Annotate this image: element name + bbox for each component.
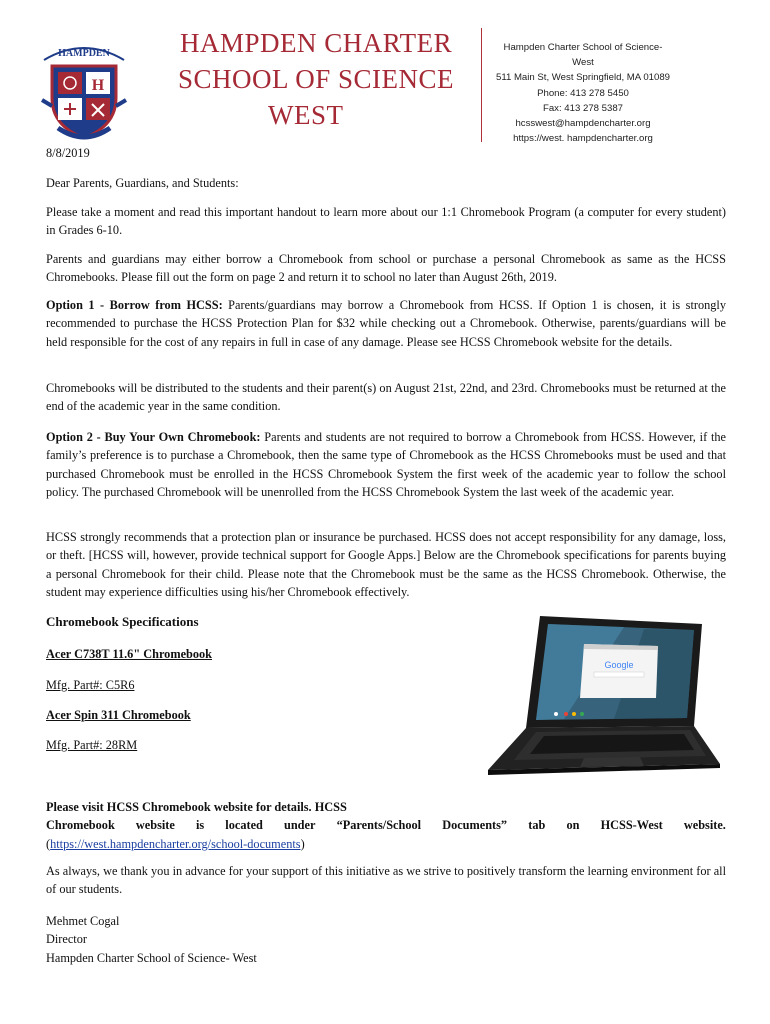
visit-word: tab xyxy=(528,818,546,833)
school-title-line-1: HAMPDEN CHARTER xyxy=(180,28,453,58)
visit-word: website xyxy=(135,818,175,833)
option-2-label: Option 2 - Buy Your Own Chromebook: xyxy=(46,430,261,444)
paragraph-distribution: Chromebooks will be distributed to the students and their parent(s) on August 21st, 22nd, and 23rd. Chromebooks must be returned at the end of the academic year in the same condition. xyxy=(46,381,726,414)
open-paren: ( xyxy=(46,836,51,851)
paragraph-protection: HCSS strongly recommends that a protection plan or insurance be purchased. HCSS does not accept responsibility for any damage, loss, or theft. [HCSS will, however, provide technical support for Google Apps.] Below are the Chromebook specifications for parents buying a personal Chromebook for their child. Please note that the Chromebook must be the same as the HCSS Chromebook. Otherwise, the student may experience difficulties using his/her Chromebook effectively. xyxy=(46,530,726,600)
visit-line-3 xyxy=(46,835,726,853)
paragraph-option-2 xyxy=(46,428,726,502)
visit-word: is xyxy=(195,818,205,833)
svg-text:H: H xyxy=(91,77,105,94)
contact-block xyxy=(483,40,683,146)
paragraph-options: Parents and guardians may either borrow a Chromebook from school or purchase a personal Chromebook as same as the HCSS Chromebooks. Please fill out the form on page 2 and return it to school no later than August 26th, 2019. xyxy=(46,252,726,285)
school-documents-link[interactable]: https://west.hampdencharter.org/school-documents xyxy=(50,836,301,851)
signer-role: Director xyxy=(46,932,87,947)
spec-model-1: Acer C738T 11.6" Chromebook xyxy=(46,647,213,661)
visit-block xyxy=(46,798,726,853)
spec-model-2: Acer Spin 311 Chromebook xyxy=(46,708,191,722)
contact-email[interactable]: hcsswest@hampdencharter.org xyxy=(515,118,651,130)
paragraph-intro: Please take a moment and read this important handout to learn more about our 1:1 Chromebook Program (a computer for every student) in Grades 6-10. xyxy=(46,205,726,238)
contact-address: 511 Main St, West Springfield, MA 01089 xyxy=(495,72,671,84)
visit-line-2 xyxy=(46,816,726,834)
visit-word: under xyxy=(284,818,316,833)
letter-date: 8/8/2019 xyxy=(46,146,90,160)
specs-heading: Chromebook Specifications xyxy=(46,614,199,629)
signature-block xyxy=(46,912,257,967)
visit-word: Chromebook xyxy=(46,818,115,833)
option-1-label: Option 1 - Borrow from HCSS: xyxy=(46,298,223,312)
signer-org: Hampden Charter School of Science- West xyxy=(46,950,257,965)
contact-line: West xyxy=(572,57,594,69)
visit-word: HCSS-West xyxy=(600,818,663,833)
close-paren: ) xyxy=(300,836,305,851)
contact-phone: Phone: 413 278 5450 xyxy=(537,87,629,99)
visit-word: on xyxy=(566,818,580,833)
contact-line: Hampden Charter School of Science- xyxy=(503,42,663,53)
school-crest-logo xyxy=(38,40,130,144)
option-1-text: Parents/guardians may borrow a Chromebook from HCSS. If Option 1 is chosen, it is strongly recommended to purchase the HCSS Protection Plan for $32 while checking out a Chromebook. Otherwise, parents/guardians will be held responsible for the cost of any repairs in full in case of any damage. Please see HCSS Chromebook website for the details. xyxy=(46,298,726,349)
visit-word: located xyxy=(225,818,263,833)
spec-part-2: Mfg. Part#: 28RM xyxy=(46,738,138,752)
visit-line-1: Please visit HCSS Chromebook website for details. HCSS xyxy=(46,800,347,814)
visit-word: website. xyxy=(683,818,726,833)
visit-word: Documents” xyxy=(442,818,508,833)
contact-fax: Fax: 413 278 5387 xyxy=(542,102,623,114)
svg-text:HAMPDEN: HAMPDEN xyxy=(58,48,110,59)
visit-word: “Parents/School xyxy=(336,818,422,833)
salutation: Dear Parents, Guardians, and Students: xyxy=(46,176,239,190)
paragraph-option-1 xyxy=(46,296,726,351)
school-title-line-3: WEST xyxy=(268,100,344,130)
signer-name: Mehmet Cogal xyxy=(46,914,120,928)
school-title-line-2: SCHOOL OF SCIENCE xyxy=(178,64,455,94)
header-divider xyxy=(481,28,482,142)
option-2-text: Parents and students are not required to borrow a Chromebook from HCSS. However, if the family’s preference is to purchase a Chromebook, then the same type of Chromebook as the HCSS Chromebooks must be used and that purchased Chromebook must be enrolled in the HCSS Chromebook System the first week of the academic year to follow the school policy. The purchased Chromebook will be unenrolled from the HCSS Chromebook System the last week of the academic year. xyxy=(46,430,726,500)
closing-paragraph: As always, we thank you in advance for your support of this initiative as we strive to positively transform the learning environment for all of our students. xyxy=(46,864,726,897)
google-logo-text: Google xyxy=(604,660,634,670)
chromebook-image xyxy=(444,608,724,788)
contact-website[interactable]: https://west. hampdencharter.org xyxy=(513,133,653,145)
spec-part-1: Mfg. Part#: C5R6 xyxy=(46,678,135,692)
